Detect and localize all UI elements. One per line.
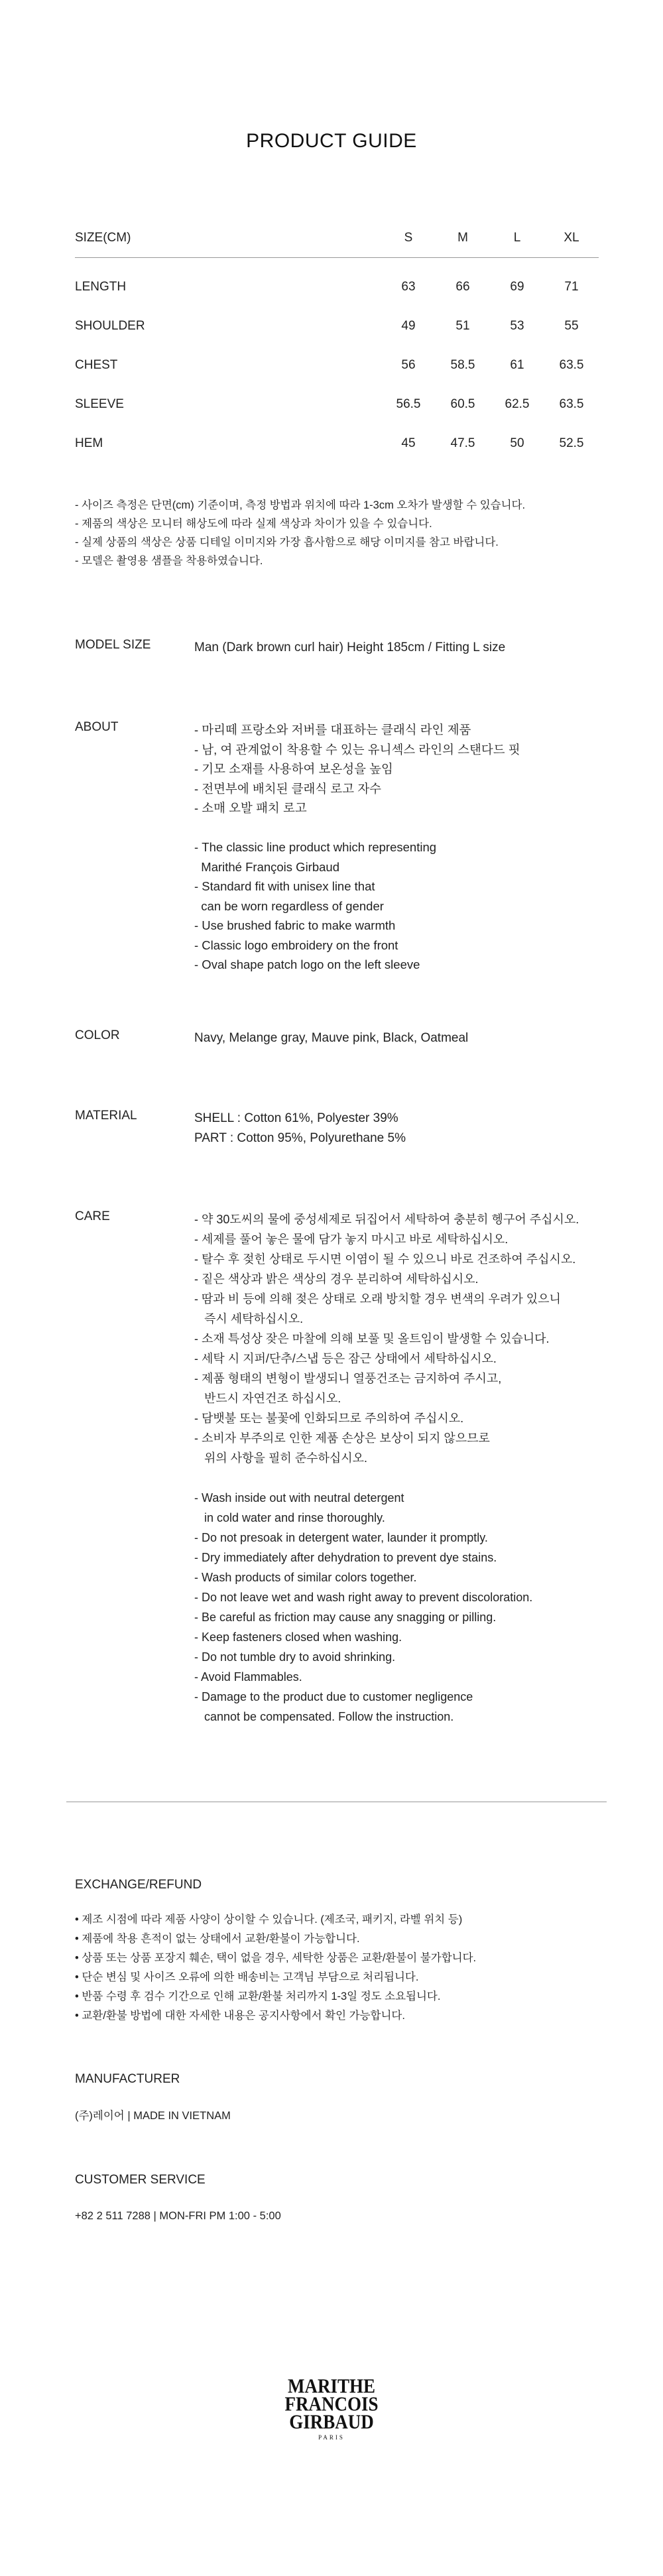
row-label: SLEEVE [75,397,124,411]
cell: 56 [401,357,416,372]
material-text: SHELL : Cotton 61%, Polyester 39% PART : Cotton 95%, Polyurethane 5% [194,1111,406,1145]
color-label: COLOR [75,1028,120,1042]
exchange-text: • 제조 시점에 따라 제품 사양이 상이할 수 있습니다. (제조국, 패키지, 라벨 위치 등) • 제품에 착용 흔적이 없는 상태에서 교환/환불이 가능합니다. • 상품 또는 상품 포장지 훼손, 택이 없을 경우, 세탁한 상품은 교환/환불이 불가합니다. • 단순 변심 및 사이즈 오류에 의한 배송비는 고객님 부담으로 처리됩니다. • 반품 수령 후 검수 기간으로 인해 교환/환불 처리까지 1-3일 정도 소요됩니다. • 교환/환불 방법에 대한 자세한 내용은 공지사항에서 확인 가능합니다. [75,1914,477,2022]
material-label: MATERIAL [75,1109,137,1123]
model-size-label: MODEL SIZE [75,638,151,652]
row-label: CHEST [75,357,118,372]
cell: 53 [510,318,524,333]
table-row [75,424,599,463]
logo-line: GIRBAUD [289,2410,374,2433]
cell: 63 [401,279,416,294]
row-label: LENGTH [75,279,127,294]
logo-line: FRANCOIS [284,2392,379,2416]
table-row [75,267,599,306]
cell: 62.5 [505,397,530,411]
manufacturer-text: (주)레이어 | MADE IN VIETNAM [75,2110,231,2122]
size-header-s: S [381,231,436,258]
size-header-m: M [436,231,490,258]
cell: 61 [510,357,524,372]
cell: 60.5 [450,397,475,411]
row-label: HEM [75,436,103,450]
size-table [75,231,599,463]
size-header-label: SIZE(CM) [75,231,381,258]
cell: 45 [401,436,416,450]
cell: 63.5 [559,357,584,372]
size-notes [75,496,525,570]
cell: 52.5 [559,436,584,450]
customer-service-title: CUSTOMER SERVICE [75,2173,206,2187]
note-line: - 사이즈 측정은 단면(cm) 기준이며, 측정 방법과 위치에 따라 1-3cm 오차가 발생할 수 있습니다. [75,499,526,511]
row-label: SHOULDER [75,318,145,333]
care-text: - 약 30도씨의 물에 중성세제로 뒤집어서 세탁하여 충분히 헹구어 주십시오. - 세제를 풀어 놓은 물에 담가 놓지 마시고 바로 세탁하십시오. - 탈수 후 젖힌 상태로 두시면 이염이 될 수 있으니 바로 건조하여 주십시오. - 짙은 색상과 밝은 색상의 경우 분리하여 세탁하십시오. - 땀과 비 등에 의해 젖은 상태로 오래 방치할 경우 변색의 우려가 있으니 즉시 세탁하십시오. - 소재 특성상 잦은 마찰에 의해 보풀 및 올트임이 발생할 수 있습니다. - 세탁 시 지퍼/단추/스냅 등은 잠근 상태에서 세탁하십시오. - 제품 형태의 변형이 발생되니 열풍건조는 금지하여 주시고, 반드시 자연건조 하십시오. - 담뱃불 또는 불꽃에 인화되므로 주의하여 주십시오. - 소비자 부주의로 인한 제품 손상은 보상이 되지 않으므로 위의 사항을 필히 준수하십시오. - Wash inside out with neutral detergent in cold water and rinse thoroughly. - Do not presoak in detergent water, launder it promptly. - Dry immediately after dehydration to prevent dye stains. - Wash products of similar colors together. - Do not leave wet and wash right away to prevent discoloration. - Be careful as friction may cause any snagging or pilling. - Keep fasteners closed when washing. - Do not tumble dry to avoid shrinking. - Avoid Flammables. - Damage to the product due to customer negligence cannot be compensated. Follow the instruction. [194,1213,579,1723]
model-size-value: Man (Dark brown curl hair) Height 185cm / Fitting L size [194,641,506,654]
brand-logo [0,2374,663,2441]
cell: 55 [564,318,579,333]
note-line: - 실제 상품의 색상은 상품 디테일 이미지와 가장 흡사함으로 해당 이미지를 참고 바랍니다. [75,536,499,548]
color-value: Navy, Melange gray, Mauve pink, Black, Oatmeal [194,1031,469,1045]
page-title: PRODUCT GUIDE [246,130,417,152]
about-text: - 마리떼 프랑소와 저버를 대표하는 클래식 라인 제품 - 남, 여 관계없이 착용할 수 있는 유니섹스 라인의 스탠다드 핏 - 기모 소재를 사용하여 보온성을 높임 - 전면부에 배치된 클래식 로고 자수 - 소매 오발 패치 로고 - The classic line product which representing Marithé François Girbaud - Standard fit with unisex line that can be worn regardless of gender - Use brushed fabric to make warmth - Classic logo embroidery on the front - Oval shape patch logo on the left sleeve [194,723,520,971]
size-header-l: L [490,231,544,258]
note-line: - 모델은 촬영용 샘플을 착용하였습니다. [75,555,263,567]
table-spacer [75,258,599,268]
size-header-xl: XL [544,231,599,258]
customer-service-text: +82 2 511 7288 | MON-FRI PM 1:00 - 5:00 [75,2210,281,2222]
cell: 51 [455,318,470,333]
manufacturer-title: MANUFACTURER [75,2072,180,2086]
care-label: CARE [75,1209,110,1223]
cell: 71 [564,279,579,294]
cell: 47.5 [450,436,475,450]
table-row [75,345,599,385]
logo-line: MARITHE [287,2374,375,2398]
table-row [75,385,599,424]
cell: 66 [455,279,470,294]
cell: 58.5 [450,357,475,372]
cell: 49 [401,318,416,333]
size-table-header [75,231,599,258]
table-row [75,306,599,345]
cell: 56.5 [396,397,421,411]
logo-sub: PARIS [318,2434,345,2441]
cell: 50 [510,436,524,450]
exchange-title: EXCHANGE/REFUND [75,1878,202,1892]
cell: 63.5 [559,397,584,411]
note-line: - 제품의 색상은 모니터 해상도에 따라 실제 색상과 차이가 있을 수 있습니다. [75,518,432,530]
cell: 69 [510,279,524,294]
about-label: ABOUT [75,720,119,734]
